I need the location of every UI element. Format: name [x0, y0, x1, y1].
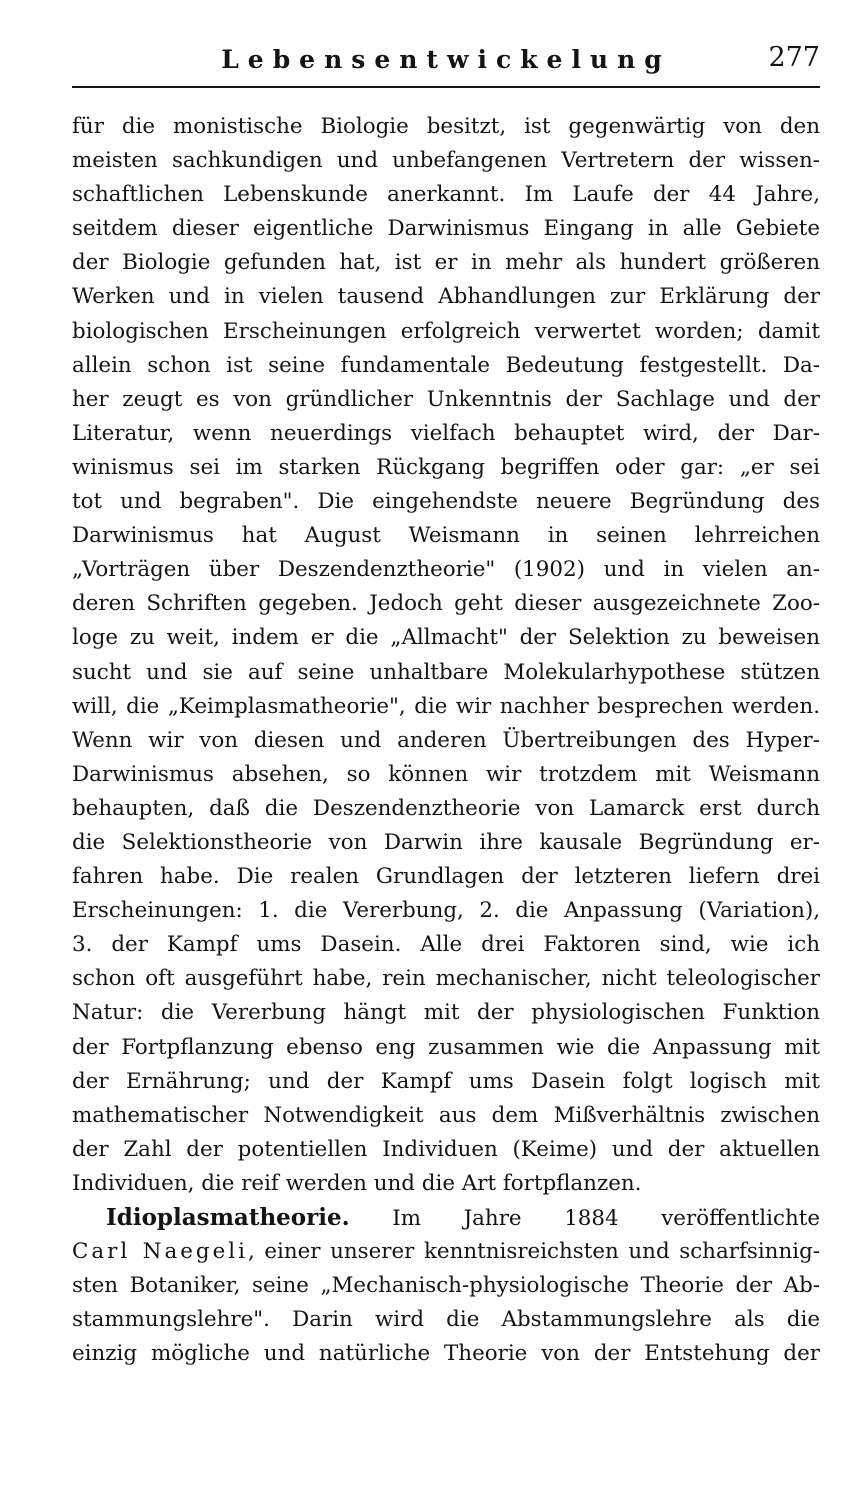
- text-line: Erscheinungen: 1. die Vererbung, 2. die Anpassung (Variation),: [72, 898, 820, 924]
- text-line: Darwinismus hat August Weismann in seinen lehrreichen: [72, 523, 820, 549]
- text-line: seitdem dieser eigentliche Darwinismus Eingang in alle Gebiete: [72, 216, 820, 242]
- text-line: der Ernährung; und der Kampf ums Dasein folgt logisch mit: [72, 1068, 820, 1094]
- text-line: Werken und in vielen tausend Abhandlungen zur Erklärung der: [72, 284, 820, 310]
- text-line: sten Botaniker, seine „Mechanisch-physiologische Theorie der Ab-: [72, 1273, 820, 1299]
- text-line: allein schon ist seine fundamentale Bedeutung festgestellt. Da-: [72, 352, 820, 378]
- text-line: tot und begraben". Die eingehendste neuere Begründung des: [72, 489, 820, 515]
- header-rule: [72, 86, 820, 88]
- text-line: her zeugt es von gründlicher Unkenntnis der Sachlage und der: [72, 386, 820, 412]
- text-line: der Biologie gefunden hat, ist er in mehr als hundert größeren: [72, 250, 820, 276]
- section-heading: Idioplasmatheorie.: [106, 1204, 350, 1231]
- text-line: einzig mögliche und natürliche Theorie von der Entstehung der: [72, 1341, 820, 1367]
- body-text: [72, 110, 820, 1371]
- text-line: 3. der Kampf ums Dasein. Alle drei Faktoren sind, wie ich: [72, 932, 820, 958]
- text-line: Literatur, wenn neuerdings vielfach behauptet wird, der Dar-: [72, 420, 820, 446]
- text-line: biologischen Erscheinungen erfolgreich verwertet worden; damit: [72, 318, 820, 344]
- text-line: sucht und sie auf seine unhaltbare Molekularhypothese stützen: [72, 659, 820, 685]
- text-line: loge zu weit, indem er die „Allmacht" der Selektion zu beweisen: [72, 625, 820, 651]
- paragraph-last-line: Individuen, die reif werden und die Art fortpflanzen.: [72, 1170, 642, 1196]
- text-line: mathematischer Notwendigkeit aus dem Mißverhältnis zwischen: [72, 1102, 820, 1128]
- text-line: Natur: die Vererbung hängt mit der physiologischen Funktion: [72, 1000, 820, 1026]
- page-number: 277: [768, 42, 820, 73]
- text-line: deren Schriften gegeben. Jedoch geht dieser ausgezeichnete Zoo-: [72, 591, 820, 617]
- running-title: Lebensentwickelung: [221, 45, 671, 74]
- text-line: Darwinismus absehen, so können wir trotzdem mit Weismann: [72, 761, 820, 787]
- text-line: die Selektionstheorie von Darwin ihre kausale Begründung er-: [72, 829, 820, 855]
- author-name: Carl Naegeli: [72, 1239, 248, 1265]
- text-line: behaupten, daß die Deszendenztheorie von Lamarck erst durch: [72, 795, 820, 821]
- text-line: Wenn wir von diesen und anderen Übertreibungen des Hyper-: [72, 727, 820, 753]
- section-opening-line: [72, 1201, 820, 1235]
- text-line: für die monistische Biologie besitzt, ist gegenwärtig von den: [72, 114, 820, 139]
- section-opening-text: Im Jahre 1884 veröffentlichte: [392, 1206, 820, 1231]
- text-fragment: , einer unserer kenntnisreichsten und scharfsinnig-: [247, 1239, 820, 1265]
- text-line: „Vorträgen über Deszendenztheorie" (1902) und in vielen an-: [72, 557, 820, 583]
- text-line: schaftlichen Lebenskunde anerkannt. Im Laufe der 44 Jahre,: [72, 182, 820, 208]
- text-line: fahren habe. Die realen Grundlagen der letzteren liefern drei: [72, 864, 820, 890]
- text-line: stammungslehre". Darin wird die Abstammungslehre als die: [72, 1307, 820, 1333]
- text-line: der Fortpflanzung ebenso eng zusammen wie die Anpassung mit: [72, 1034, 820, 1060]
- text-line: der Zahl der potentiellen Individuen (Keime) und der aktuellen: [72, 1136, 820, 1162]
- text-line: meisten sachkundigen und unbefangenen Vertretern der wissen-: [72, 148, 820, 174]
- text-line: [72, 1235, 820, 1269]
- running-head: [72, 40, 820, 80]
- text-line: schon oft ausgeführt habe, rein mechanischer, nicht teleologischer: [72, 966, 820, 992]
- text-line: winismus sei im starken Rückgang begriffen oder gar: „er sei: [72, 454, 820, 480]
- text-line: will, die „Keimplasmatheorie", die wir nachher besprechen werden.: [72, 693, 820, 719]
